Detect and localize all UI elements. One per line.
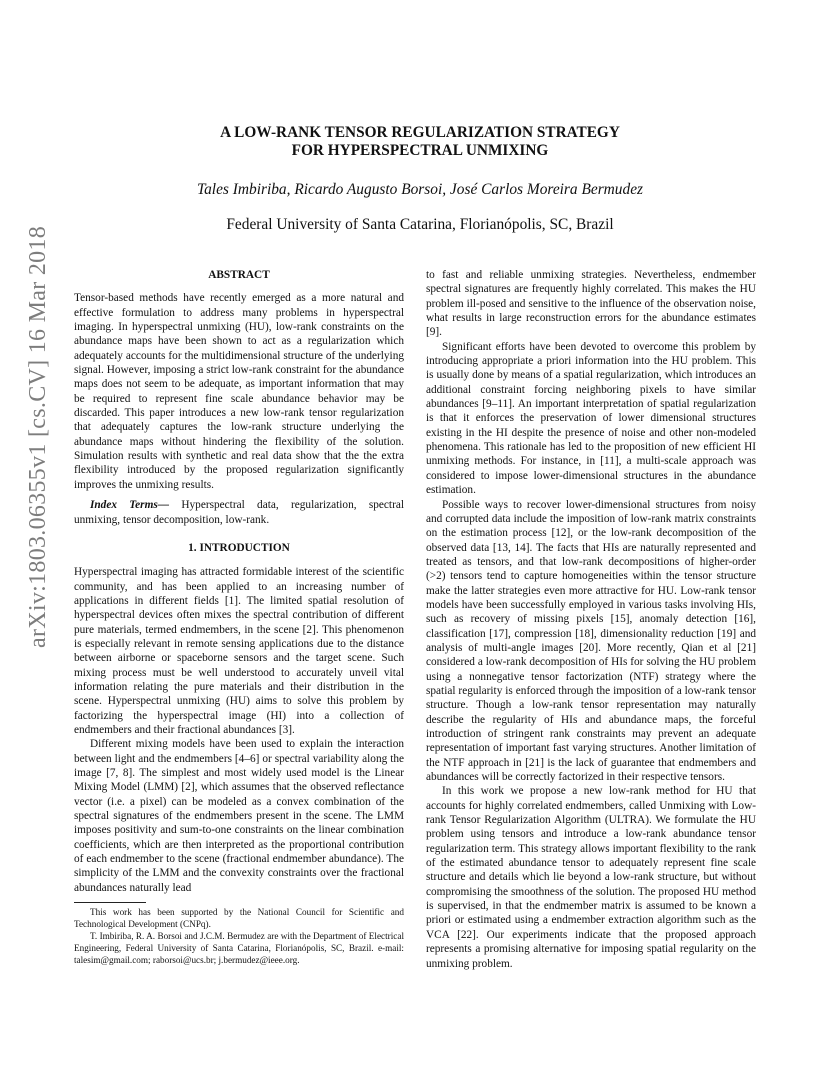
title-line-1: A LOW-RANK TENSOR REGULARIZATION STRATEGY bbox=[220, 124, 620, 141]
intro-paragraph-1: Hyperspectral imaging has attracted formidable interest of the scientific community, and has been applied to an increasing number of applications in different fields [1]. The limited spatial resolution of hyperspectral devices often mixes the spectral contribution of different pure materials, termed endmembers, in the scene [2]. This phenomenon is especially relevant in remote sensing applications due to the distance between airborne or spaceborne sensors and the target scene. Such mixing process must be well understood to accurately unveil vital information relating the pure materials and their distribution in the scene. Hyperspectral unmixing (HU) aims to solve this problem by factorizing the hyperspectral image (HI) into a collection of endmembers and their fractional abundances [3]. bbox=[74, 566, 404, 736]
affiliation: Federal University of Santa Catarina, Florianópolis, SC, Brazil bbox=[226, 216, 614, 233]
left-column bbox=[74, 268, 404, 895]
footnote-divider bbox=[74, 902, 146, 903]
footnotes bbox=[74, 906, 404, 966]
author-list: Tales Imbiriba, Ricardo Augusto Borsoi, José Carlos Moreira Bermudez bbox=[196, 181, 644, 198]
index-terms-label: Index Terms— bbox=[90, 499, 170, 512]
right-column bbox=[426, 268, 756, 971]
right-paragraph-4: In this work we propose a new low-rank method for HU that accounts for highly correlated endmembers, called Unmixing with Low-rank Tensor Regularization Algorithm (ULTRA). We formulate the HU problem using tensors and introduce a low-rank abundance tensor regularization term. This strategy allows important flexibility to the rank of the estimated abundance tensor to adequately represent fine scale structure and details which lie beyond a low-rank structure, but without compromising the smoothness of the solution. The proposed HU method is supervised, in that the endmember matrix is assumed to be known a priori or estimated using a endmember extraction algorithm such as the VCA [22]. Our experiments indicate that the proposed approach represents a promising alternative for imposing spatial regularity on the unmixing problem. bbox=[426, 785, 756, 970]
index-terms-text: Hyperspectral data, regularization, spectral unmixing, tensor decomposition, low-rank. bbox=[74, 499, 404, 526]
abstract-heading: ABSTRACT bbox=[208, 269, 270, 281]
paper-title bbox=[80, 124, 760, 160]
footnote-affiliations: T. Imbiriba, R. A. Borsoi and J.C.M. Bermudez are with the Department of Electrical Engineering, Federal University of Santa Catarina, Florianópolis, SC, Brazil. e-mail: talesim@gmail.com; raborsoi@ucs.br; j.bermudez@ieee.org. bbox=[74, 931, 404, 965]
abstract-body: Tensor-based methods have recently emerged as a more natural and effective formulation to address many problems in hyperspectral imaging. In hyperspectral unmixing (HU), low-rank constraints on the abundance maps have been shown to act as a regularization which adequately accounts for the multidimensional structure of the underlying signal. However, imposing a strict low-rank constraint for the abundance maps does not seem to be adequate, as important information that may be required to represent fine scale abundance behavior may be discarded. This paper introduces a new low-rank tensor regularization that adequately captures the low-rank structure underlying the abundance maps without hindering the flexibility of the solution. Simulation results with synthetic and real data show that the the extra flexibility introduced by the proposed regularization significantly improves the unmixing results. bbox=[74, 292, 404, 491]
right-paragraph-2: Significant efforts have been devoted to overcome this problem by introducing appropriate a priori information into the HU problem. This is usually done by means of a spatial regularization, which introduces an additional constraint forcing neighboring pixels to have similar abundances [9–11]. An important interpretation of spatial regularization is that it enforces the preservation of lower dimensional structures existing in the HI despite the presence of noise and other non-modeled phenomena. This rationale has led to the proposition of new efficient HI unmixing methods. For instance, in [11], a multi-scale approach was considered to impose lower-dimensional structures in the abundance estimation. bbox=[426, 340, 756, 497]
title-line-2: FOR HYPERSPECTRAL UNMIXING bbox=[291, 142, 549, 159]
footnote-funding: This work has been supported by the National Council for Scientific and Technological Development (CNPq). bbox=[74, 907, 404, 929]
introduction-heading: 1. INTRODUCTION bbox=[188, 541, 290, 554]
arxiv-side-stamp: arXiv:1803.06355v1 [cs.CV] 16 Mar 2018 bbox=[25, 225, 51, 648]
intro-paragraph-2: Different mixing models have been used to explain the interaction between light and the endmembers [4–6] or spectral variability along the image [7, 8]. The simplest and most widely used model is the Linear Mixing Model (LMM) [2], which assumes that the observed reflectance vector (i.e. a pixel) can be modeled as a convex combination of the spectral signatures of the endmembers present in the scene. The LMM imposes positivity and sum-to-one constraints on the linear combination coefficients, which are then interpreted as the proportional contribution of each endmember to the scene (fractional endmember abundance). The simplicity of the LMM and the convexity constraints over the fractional abundances naturally lead bbox=[74, 738, 404, 894]
index-terms bbox=[74, 498, 404, 527]
right-paragraph-3: Possible ways to recover lower-dimensional structures from noisy and corrupted data include the imposition of low-rank matrix constraints on the estimation process [12], or the low-rank decomposition of the observed data [13, 14]. The facts that HIs are naturally represented and treated as tensors, and that low-rank decompositions of higher-order (>2) tensors tend to capture homogeneities within the tensor structure make the latter strategies even more attractive for HU. Low-rank tensor models have been successfully employed in various tasks involving HIs, such as recovery of missing pixels [15], anomaly detection [16], classification [17], compression [18], dimensionality reduction [19] and analysis of multi-angle images [20]. More recently, Qian et al [21] considered a low-rank decomposition of HIs for solving the HU problem using a nonnegative tensor factorization (NTF) strategy where the spatial regularity is enforced through the imposition of a low-rank tensor structure. Though a low-rank tensor representation may naturally describe the regularity of HIs and abundance maps, the forceful introduction of stringent rank constraints may prevent an adequate representation of important fast varying structures. Another limitation of the NTF approach in [21] is the lack of guarantee that endmembers and abundances will be correctly factorized in their respective tensors. bbox=[426, 498, 756, 784]
right-paragraph-1: to fast and reliable unmixing strategies. Nevertheless, endmember spectral signatures are frequently highly correlated. This makes the HU problem ill-posed and sensitive to the influence of the observation noise, what results in large reconstruction errors for the abundance estimates [9]. bbox=[426, 269, 756, 339]
